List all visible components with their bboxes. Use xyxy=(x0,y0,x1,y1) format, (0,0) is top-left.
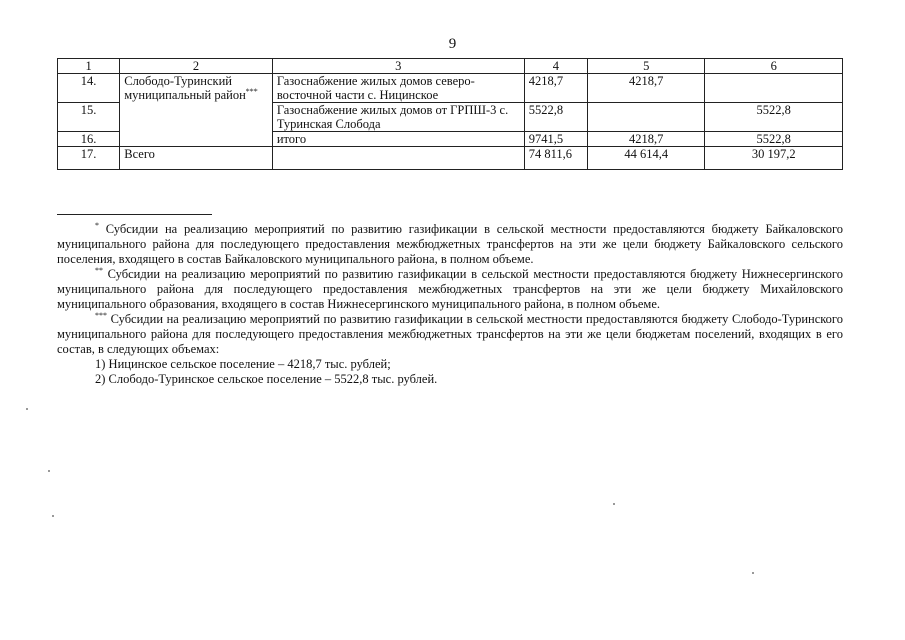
footnotes-section xyxy=(57,222,843,387)
value-cell: 74 811,6 xyxy=(524,147,587,170)
footnote-text: Субсидии на реализацию мероприятий по развитию газификации в сельской местности предоставляются бюджету Слободо-Туринского муниципального района для последующего предоставления межбюджетных трансфертов на эти же цели бюджетам поселений, входящих в его состав, в следующих объемах: xyxy=(57,312,843,356)
value-cell: 4218,7 xyxy=(588,132,705,147)
description-cell xyxy=(272,147,524,170)
value-cell xyxy=(705,74,843,103)
footnote-divider xyxy=(57,214,212,215)
footnote-marker: *** xyxy=(95,310,107,320)
row-number: 16. xyxy=(58,132,120,147)
footnote-marker: *** xyxy=(245,86,258,96)
value-cell: 5522,8 xyxy=(524,103,587,132)
description-cell: итого xyxy=(272,132,524,147)
scan-speck xyxy=(52,515,54,517)
value-cell: 4218,7 xyxy=(524,74,587,103)
description-cell: Газоснабжение жилых домов северо-восточной части с. Ницинское xyxy=(272,74,524,103)
district-cell xyxy=(120,74,273,147)
value-cell: 4218,7 xyxy=(588,74,705,103)
row-number: 15. xyxy=(58,103,120,132)
scan-speck xyxy=(752,572,754,574)
table-row xyxy=(58,74,843,103)
footnote xyxy=(57,312,843,357)
header-cell: 5 xyxy=(588,59,705,74)
allocation-item: 2) Слободо-Туринское сельское поселение – 5522,8 тыс. рублей. xyxy=(95,372,438,386)
header-cell: 6 xyxy=(705,59,843,74)
value-cell: 30 197,2 xyxy=(705,147,843,170)
header-cell: 2 xyxy=(120,59,273,74)
budget-table xyxy=(57,58,843,170)
row-number: 17. xyxy=(58,147,120,170)
value-cell: 44 614,4 xyxy=(588,147,705,170)
value-cell: 9741,5 xyxy=(524,132,587,147)
header-cell: 3 xyxy=(272,59,524,74)
footnote xyxy=(57,222,843,267)
scan-speck xyxy=(613,503,615,505)
scan-speck xyxy=(26,408,28,410)
footnote-marker: ** xyxy=(95,265,103,275)
table-header-row xyxy=(58,59,843,74)
district-cell: Всего xyxy=(120,147,273,170)
table-row xyxy=(58,147,843,170)
allocation-item: 1) Ницинское сельское поселение – 4218,7 тыс. рублей; xyxy=(95,357,391,371)
value-cell: 5522,8 xyxy=(705,132,843,147)
value-cell: 5522,8 xyxy=(705,103,843,132)
page-number: 9 xyxy=(448,36,457,52)
footnote-text: Субсидии на реализацию мероприятий по развитию газификации в сельской местности предоставляются бюджету Нижнесергинского муниципального района для последующего предоставления межбюджетных трансфертов на эти же цели бюджету Михайловского муниципального образования, входящего в состав Нижнесергинского муниципального района, в полном объеме. xyxy=(57,267,843,311)
row-number: 14. xyxy=(58,74,120,103)
scan-speck xyxy=(48,470,50,472)
value-cell xyxy=(588,103,705,132)
district-name: Слободо-Туринский муниципальный район xyxy=(124,74,246,102)
header-cell: 1 xyxy=(58,59,120,74)
footnote xyxy=(57,267,843,312)
header-cell: 4 xyxy=(524,59,587,74)
footnote-text: Субсидии на реализацию мероприятий по развитию газификации в сельской местности предоставляются бюджету Байкаловского муниципального района для последующего предоставления межбюджетных трансфертов на эти же цели бюджету Байкаловского сельского поселения, входящего в состав Байкаловского муниципального района, в полном объеме. xyxy=(57,222,844,266)
footnote-marker: * xyxy=(95,220,99,230)
description-cell: Газоснабжение жилых домов от ГРПШ-3 с. Туринская Слобода xyxy=(272,103,524,132)
